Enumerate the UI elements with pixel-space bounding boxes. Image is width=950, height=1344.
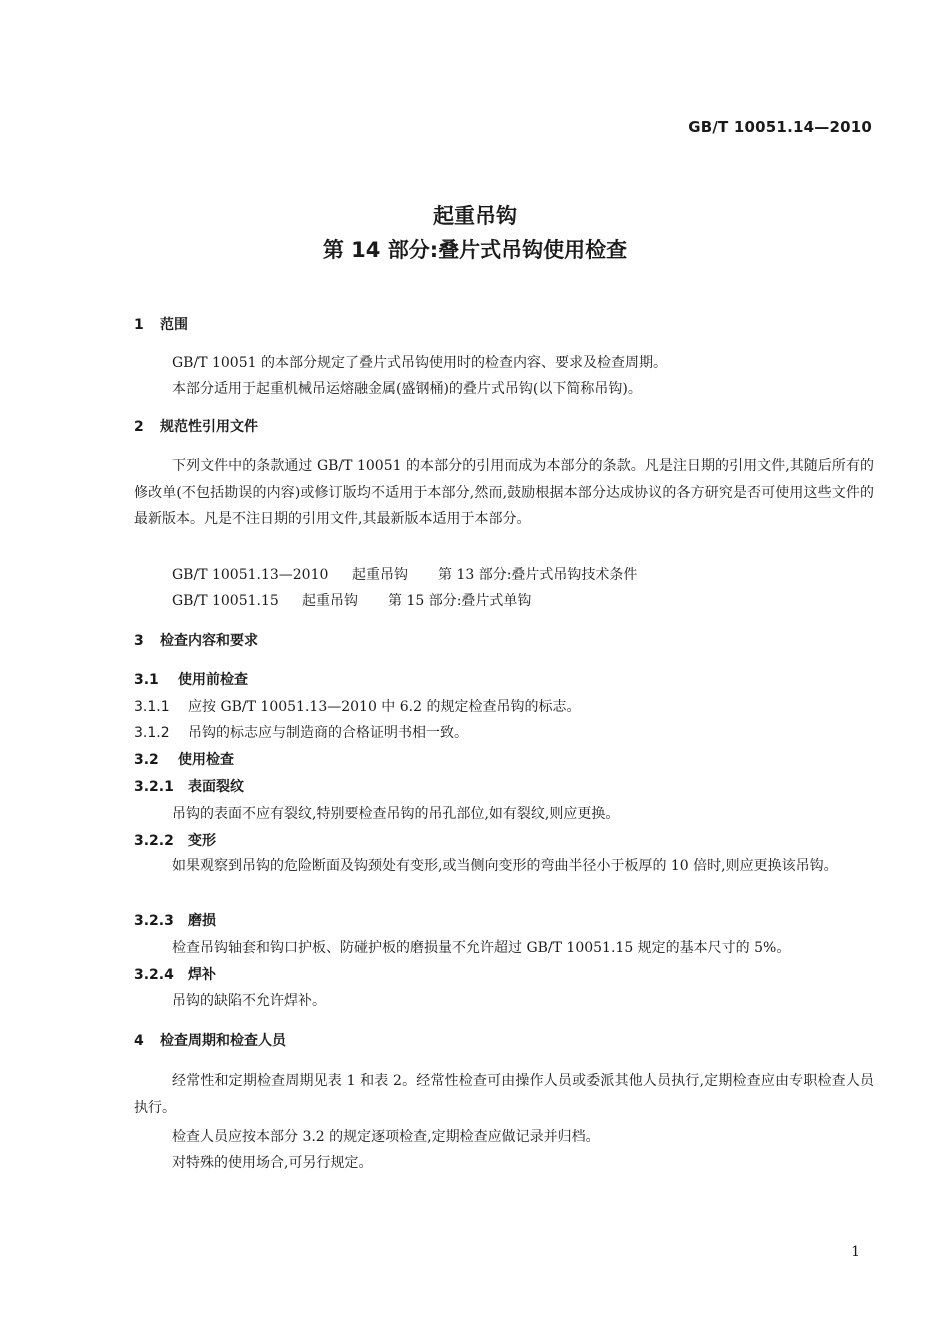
clause-number: 3.2.4: [134, 967, 174, 983]
section-number: 2: [134, 419, 144, 435]
clause-number: 3.2.3: [134, 913, 174, 929]
section-title: 规范性引用文件: [160, 419, 258, 435]
page-number: 1: [851, 1244, 860, 1260]
clause-3-2-1-heading: [134, 776, 244, 796]
reference-part: 第 15 部分:叠片式单钩: [388, 593, 532, 609]
clause-3-2-4-heading: [134, 964, 216, 984]
section-3-heading: [134, 630, 258, 650]
section-2-paragraph: 下列文件中的条款通过 GB/T 10051 的本部分的引用而成为本部分的条款。凡是注日期的引用文件,其随后所有的修改单(不包括勘误的内容)或修订版均不适用于本部分,然而,鼓励根据本部分达成协议的各方研究是否可使用这些文件的最新版本。凡是不注日期的引用文件,其最新版本适用于本部分。: [134, 458, 874, 527]
section-2-heading: [134, 416, 258, 436]
clause-title: 焊补: [188, 967, 216, 983]
document-title: 起重吊钩: [433, 204, 517, 228]
clause-3-2-2-text: 如果观察到吊钩的危险断面及钩颈处有变形,或当侧向变形的弯曲半径小于板厚的 10 倍时,则应更换该吊钩。: [172, 858, 838, 874]
clause-3-2-4-text: 吊钩的缺陷不允许焊补。: [172, 993, 326, 1009]
clause-3-1-1: [134, 696, 580, 716]
subsection-number: 3.1: [134, 672, 159, 688]
reference-code: GB/T 10051.13—2010: [172, 567, 329, 583]
section-number: 3: [134, 633, 144, 649]
clause-title: 表面裂纹: [188, 779, 244, 795]
clause-3-2-1-text: 吊钩的表面不应有裂纹,特别要检查吊钩的吊孔部位,如有裂纹,则应更换。: [172, 806, 620, 822]
subsection-title: 使用前检查: [178, 672, 248, 688]
reference-name: 起重吊钩: [302, 593, 358, 609]
reference-name: 起重吊钩: [352, 567, 408, 583]
section-4-paragraph-3: 对特殊的使用场合,可另行规定。: [172, 1155, 373, 1171]
subsection-title: 使用检查: [178, 752, 234, 768]
section-title: 范围: [160, 317, 188, 333]
section-number: 1: [134, 317, 144, 333]
clause-number: 3.1.2: [134, 725, 170, 741]
subsection-number: 3.2: [134, 752, 159, 768]
section-number: 4: [134, 1033, 144, 1049]
section-title: 检查内容和要求: [160, 633, 258, 649]
standard-number: GB/T 10051.14—2010: [688, 118, 872, 136]
clause-number: 3.1.1: [134, 699, 170, 715]
clause-text: 吊钩的标志应与制造商的合格证明书相一致。: [188, 725, 468, 741]
clause-3-2-3-text: 检查吊钩轴套和钩口护板、防碰护板的磨损量不允许超过 GB/T 10051.15 规定的基本尺寸的 5%。: [172, 940, 791, 956]
section-4-paragraph-2: 检查人员应按本部分 3.2 的规定逐项检查,定期检查应做记录并归档。: [172, 1129, 600, 1145]
clause-3-1-2: [134, 722, 468, 742]
section-title: 检查周期和检查人员: [160, 1033, 286, 1049]
clause-number: 3.2.2: [134, 833, 174, 849]
subsection-3-2-heading: [134, 749, 234, 769]
clause-number: 3.2.1: [134, 779, 174, 795]
section-4-paragraph-1: 经常性和定期检查周期见表 1 和表 2。经常性检查可由操作人员或委派其他人员执行,定期检查应由专职检查人员执行。: [134, 1073, 874, 1116]
reference-code: GB/T 10051.15: [172, 593, 279, 609]
section-4-heading: [134, 1030, 286, 1050]
document-subtitle: 第 14 部分:叠片式吊钩使用检查: [322, 238, 628, 262]
clause-title: 变形: [188, 833, 216, 849]
clause-3-2-2-heading: [134, 830, 216, 850]
reference-1: [172, 564, 637, 584]
section-1-paragraph-2: 本部分适用于起重机械吊运熔融金属(盛钢桶)的叠片式吊钩(以下简称吊钩)。: [172, 381, 642, 397]
section-1-paragraph-1: GB/T 10051 的本部分规定了叠片式吊钩使用时的检查内容、要求及检查周期。: [172, 355, 667, 371]
clause-3-2-3-heading: [134, 910, 216, 930]
section-1-heading: [134, 314, 188, 334]
subsection-3-1-heading: [134, 669, 248, 689]
clause-title: 磨损: [188, 913, 216, 929]
reference-2: [172, 590, 531, 610]
clause-text: 应按 GB/T 10051.13—2010 中 6.2 的规定检查吊钩的标志。: [188, 699, 581, 715]
reference-part: 第 13 部分:叠片式吊钩技术条件: [438, 567, 638, 583]
